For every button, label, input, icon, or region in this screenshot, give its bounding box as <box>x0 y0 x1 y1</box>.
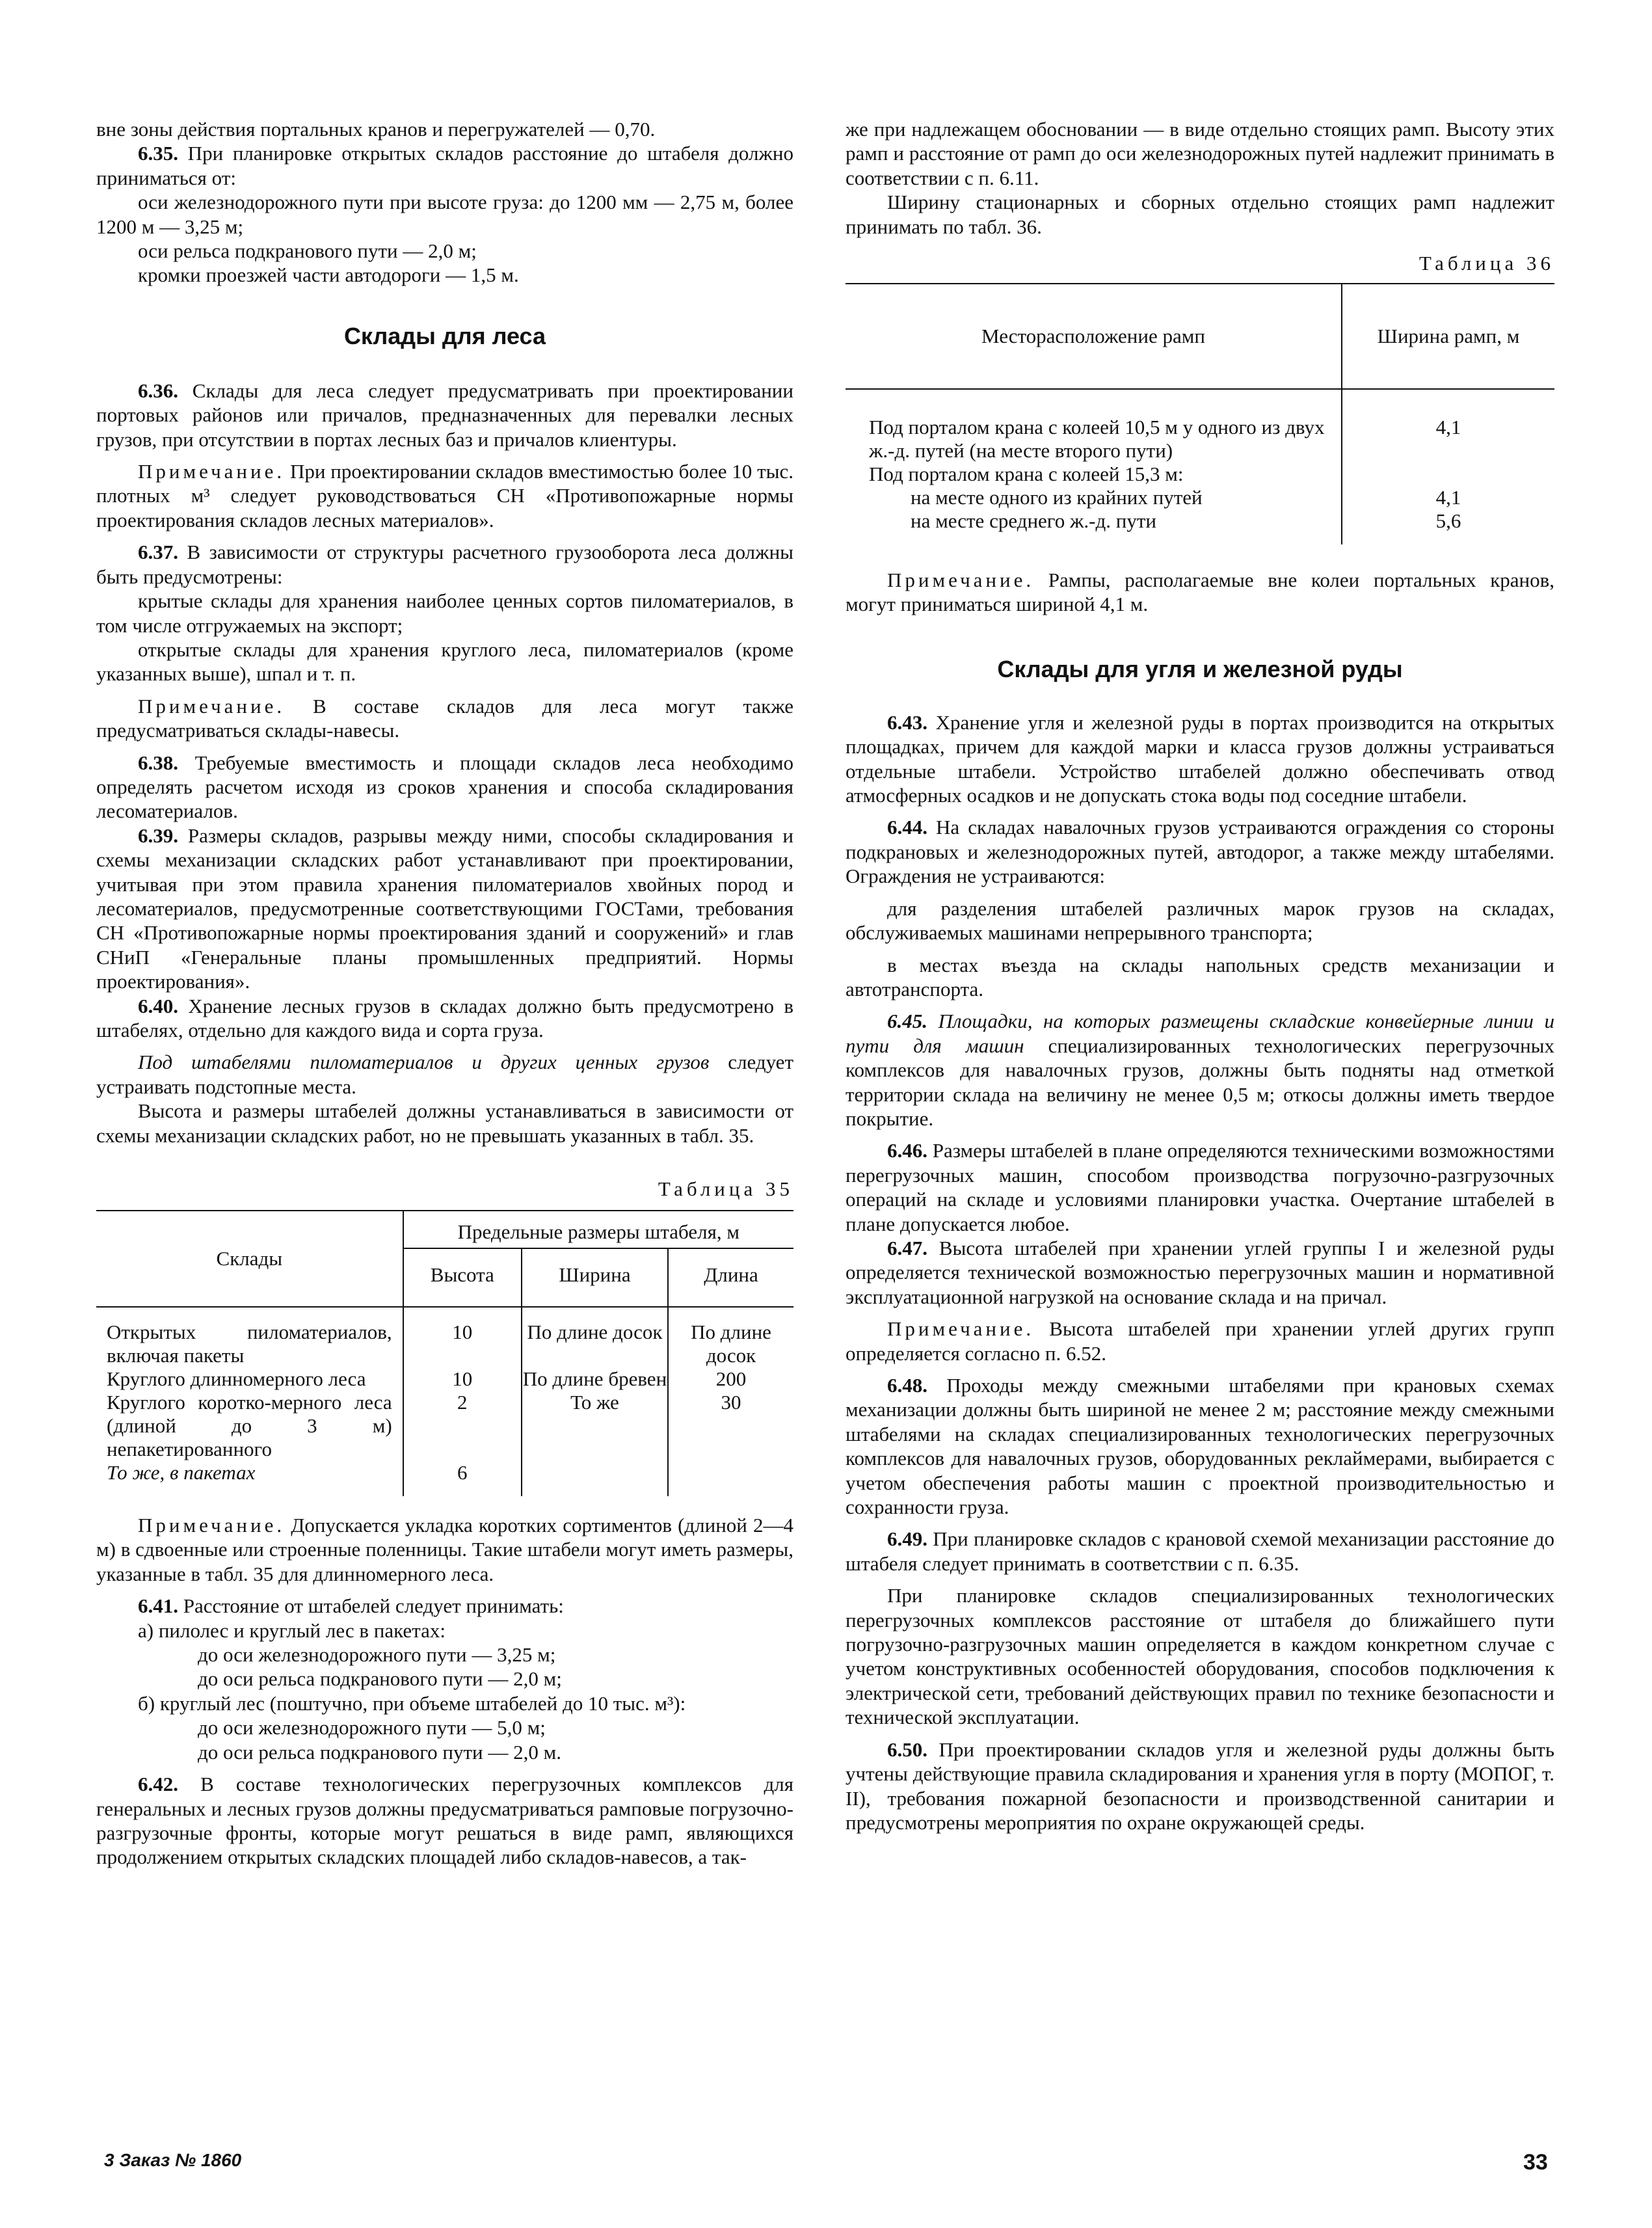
paragraph-6-41-b: б) круглый лес (поштучно, при объеме штабелей до 10 тыс. м³): <box>138 1691 686 1715</box>
table-row: на месте среднего ж.-д. пути 5,6 <box>846 509 1554 544</box>
paragraph-6-47: 6.47. Высота штабелей при хранении углей группы I и железной руды определяется технической возможностью перегрузочных машин и нормативной эксплуатационной нагрузкой на основание склада и на причал. <box>846 1236 1554 1308</box>
note-3: Примечание. Допускается укладка коротких сортиментов (длиной 2—4 м) в сдвоенные или строенные поленницы. Такие штабели могут иметь размеры, указанные в табл. 35 для длинномерного леса. <box>96 1514 793 1585</box>
paragraph-6-44: 6.44. На складах навалочных грузов устраиваются ограждения со стороны подкрановых и железнодорожных путей, автодорог, а также между штабелями. Ограждения не устраиваются: <box>846 816 1554 888</box>
paragraph-6-45: 6.45. Площадки, на которых размещены складские конвейерные линии и пути для машин специализированных технологических перегрузочных комплексов для навалочных грузов, должны быть подняты над отметкой территории склада на величину не менее 0,5 м; откосы должны иметь твердое покрытие. <box>846 1010 1554 1130</box>
paragraph-ramp-width: Ширину стационарных и сборных отдельно стоящих рамп надлежит принимать по табл. 36. <box>846 191 1554 238</box>
paragraph-6-41-b1: до оси железнодорожного пути — 5,0 м; <box>198 1716 546 1739</box>
paragraph-6-41-a2: до оси рельса подкранового пути — 2,0 м; <box>198 1667 562 1691</box>
left-column <box>96 117 793 1870</box>
paragraph-6-35-b: оси рельса подкранового пути — 2,0 м; <box>138 239 477 263</box>
paragraph-6-46: 6.46. Размеры штабелей в плане определяются техническими возможностями перегрузочных машин, способом производства погрузочно-разгрузочных операций на складе и условиями планировки участка. Очертание штабелей в плане допускается любое. <box>846 1139 1554 1235</box>
heading-coal-ore-stores: Склады для угля и железной руды <box>997 655 1403 682</box>
paragraph-6-49-b: При планировке складов специализированных технологических перегрузочных комплексов расстояние от штабеля до ближайшего пути погрузочно-разгрузочных машин определяется в каждом конкретном случае с учетом конструктивных особенностей оборудования, способов подключения к электрической сети, требований действующих правил по технике безопасности и технической эксплуатации. <box>846 1584 1554 1729</box>
paragraph-6-43: 6.43. Хранение угля и железной руды в портах производится на открытых площадках, причем для каждой марки и класса грузов должны устраиваться отдельные штабели. Устройство штабелей должно обеспечивать отвод атмосферных осадков и не допускать стока воды под соседние штабели. <box>846 710 1554 807</box>
paragraph-6-35: 6.35. При планировке открытых складов расстояние до штабеля должно приниматься от: <box>96 142 793 189</box>
paragraph-6-37-b: открытые склады для хранения круглого леса, пиломатериалов (кроме указанных выше), шпал и т. п. <box>96 638 793 686</box>
right-column <box>846 117 1554 1834</box>
table-35-head-length: Длина <box>668 1248 793 1307</box>
paragraph-6-39: 6.39. Размеры складов, разрывы между ними, способы складирования и схемы механизации складских работ устанавливают при проектировании, учитывая при этом правила хранения пиломатериалов хвойных пород и лесоматериалов, предусмотренные соответствующими ГОСТами, требования СН «Противопожарные нормы проектирования зданий и сооружений» и глав СНиП «Генеральные планы промышленных предприятий. Нормы проектирования». <box>96 824 793 993</box>
table-35 <box>96 1210 793 1496</box>
table-row: на месте одного из крайних путей 4,1 <box>846 486 1554 509</box>
paragraph-6-40-b: Под штабелями пиломатериалов и других ценных грузов следует устраивать подстопные места. <box>96 1051 793 1098</box>
note-1: Примечание. При проектировании складов вместимостью более 10 тыс. плотных м³ следует руководствоваться СН «Противопожарные нормы проектирования складов лесных материалов». <box>96 460 793 531</box>
paragraph-6-44-a: для разделения штабелей различных марок грузов на складах, обслуживаемых машинами непрерывного транспорта; <box>846 896 1554 945</box>
paragraph-6-41-a1: до оси железнодорожного пути — 3,25 м; <box>198 1643 556 1667</box>
paragraph-6-37: 6.37. В зависимости от структуры расчетного грузооборота леса должны быть предусмотрены: <box>96 541 793 588</box>
table-row: Круглого коротко-мерного леса (длиной до 3 м) непакетированного 2 То же 30 <box>96 1391 793 1461</box>
table-row: Под порталом крана с колеей 10,5 м у одного из двух ж.-д. путей (на месте второго пути) 4,1 <box>846 389 1554 463</box>
note-5: Примечание. Высота штабелей при хранении углей других групп определяется согласно п. 6.52. <box>846 1317 1554 1365</box>
heading-wood-stores: Склады для леса <box>343 322 546 349</box>
paragraph-6-41: 6.41. Расстояние от штабелей следует принимать: <box>138 1594 564 1618</box>
paragraph-6-41-a: а) пилолес и круглый лес в пакетах: <box>138 1618 446 1642</box>
paragraph-6-49: 6.49. При планировке складов с крановой схемой механизации расстояние до штабеля следует принимать в соответствии с п. 6.35. <box>846 1527 1554 1575</box>
table-row: Круглого длинномерного леса 10 По длине бревен 200 <box>96 1367 793 1391</box>
table-36-head-location: Месторасположение рамп <box>846 284 1342 389</box>
table-row: Открытых пиломатериалов, включая пакеты 10 По длине досок По длине досок <box>96 1307 793 1367</box>
table-35-head-width: Ширина <box>522 1248 668 1307</box>
note-4: Примечание. Рампы, располагаемые вне колеи портальных кранов, могут приниматься шириной 4,1 м. <box>846 569 1554 616</box>
paragraph-continuation: вне зоны действия портальных кранов и перегружателей — 0,70. <box>96 118 656 141</box>
table-36-head-width: Ширина рамп, м <box>1377 325 1520 348</box>
paragraph-continuation: же при надлежащем обосновании — в виде отдельно стоящих рамп. Высоту этих рамп и расстояние от рамп до оси железнодорожных путей надлежит принимать в соответствии с п. 6.11. <box>846 118 1554 189</box>
table-35-head-height: Высота <box>403 1248 522 1307</box>
paragraph-6-40-c: Высота и размеры штабелей должны устанавливаться в зависимости от схемы механизации складских работ, но не превышать указанных в табл. 35. <box>96 1099 793 1147</box>
paragraph-6-48: 6.48. Проходы между смежными штабелями при крановых схемах механизации должны быть шириной не менее 2 м; расстояние между смежными штабелями на складах специализированных технологических перегрузочных комплексов для навалочных грузов, оборудованных реклаймерами, выбирается с учетом обеспечения работы машин с проектной производительностью и сохранности груза. <box>846 1374 1554 1519</box>
paragraph-6-35-a: оси железнодорожного пути при высоте груза: до 1200 мм — 2,75 м, более 1200 м — 3,25 м; <box>96 191 793 238</box>
table-35-head-limits: Предельные размеры штабеля, м <box>403 1211 793 1248</box>
paragraph-6-41-b2: до оси рельса подкранового пути — 2,0 м. <box>198 1740 561 1764</box>
paragraph-6-36: 6.36. Склады для леса следует предусматривать при проектировании портовых районов или причалов, предназначенных для перевалки лесных грузов, при отсутствии в портах лесных баз и причалов клиентуры. <box>96 379 793 451</box>
footer-order-number: 3 Заказ № 1860 <box>104 2150 242 2170</box>
page-number: 33 <box>1523 2150 1548 2175</box>
table-row: То же, в пакетах 6 <box>96 1461 793 1496</box>
paragraph-6-42: 6.42. В составе технологических перегрузочных комплексов для генеральных и лесных грузов должны предусматриваться рамповые погрузочно-разгрузочные фронты, которые могут решаться в виде рамп, являющихся продолжением открытых складских площадей либо складов-навесов, а так- <box>96 1773 793 1869</box>
table-row: Под порталом крана с колеей 15,3 м: <box>846 463 1554 486</box>
paragraph-6-38: 6.38. Требуемые вместимость и площади складов леса необходимо определять расчетом исходя из сроков хранения и способа складирования лесоматериалов. <box>96 751 793 823</box>
paragraph-6-50: 6.50. При проектировании складов угля и железной руды должны быть учтены действующие правила складирования и хранения угля в порту (МОПОГ, т. II), требования пожарной безопасности и производственной санитарии и предусмотрены мероприятия по охране окружающей среды. <box>846 1738 1554 1834</box>
paragraph-6-35-c: кромки проезжей части автодороги — 1,5 м. <box>138 263 519 287</box>
table-36-caption: Таблица 36 <box>1419 252 1554 275</box>
note-2: Примечание. В составе складов для леса могут также предусматриваться склады-навесы. <box>96 694 793 742</box>
table-35-head-stores: Склады <box>96 1211 403 1307</box>
paragraph-6-44-b: в местах въезда на склады напольных средств механизации и автотранспорта. <box>846 953 1554 1000</box>
table-35-caption: Таблица 35 <box>658 1177 793 1201</box>
table-36 <box>846 283 1554 544</box>
paragraph-6-37-a: крытые склады для хранения наиболее ценных сортов пиломатериалов, в том числе отгружаемых на экспорт; <box>96 589 793 637</box>
paragraph-6-40: 6.40. Хранение лесных грузов в складах должно быть предусмотрено в штабелях, отдельно для каждого вида и сорта груза. <box>96 994 793 1041</box>
